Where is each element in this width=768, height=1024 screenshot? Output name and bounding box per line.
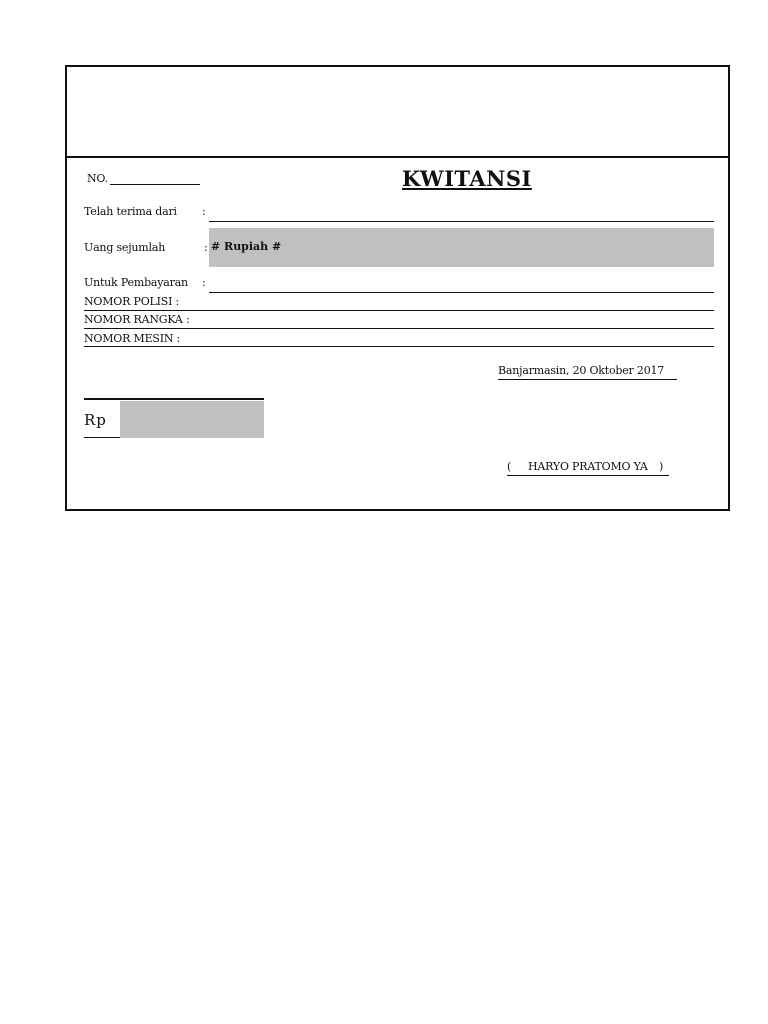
amount-figure-field[interactable] bbox=[120, 401, 264, 438]
engine-number-line[interactable] bbox=[84, 346, 714, 347]
receipt-number-line[interactable] bbox=[110, 184, 200, 185]
payment-for-colon: : bbox=[202, 276, 206, 289]
frame-number-label: NOMOR RANGKA : bbox=[84, 313, 190, 326]
frame-number-line[interactable] bbox=[84, 328, 714, 329]
currency-label: Rp bbox=[84, 411, 107, 429]
payment-for-line[interactable] bbox=[209, 292, 714, 293]
payment-for-label: Untuk Pembayaran bbox=[84, 276, 188, 289]
signatory-close-paren: ) bbox=[659, 460, 664, 473]
amount-in-words-text: # Rupiah # bbox=[211, 240, 282, 253]
amount-colon: : bbox=[204, 241, 208, 254]
amount-figure-box bbox=[84, 398, 264, 438]
signature-line bbox=[507, 460, 669, 476]
receipt-number-label: NO. bbox=[87, 172, 108, 185]
police-number-line[interactable] bbox=[84, 310, 714, 311]
engine-number-label: NOMOR MESIN : bbox=[84, 332, 181, 345]
received-from-line[interactable] bbox=[209, 221, 714, 222]
amount-in-words-field[interactable] bbox=[209, 228, 714, 267]
amount-label: Uang sejumlah bbox=[84, 241, 166, 254]
received-from-label: Telah terima dari bbox=[84, 205, 177, 218]
place-date-line bbox=[498, 379, 677, 380]
received-from-colon: : bbox=[202, 205, 206, 218]
signatory-open-paren: ( bbox=[507, 460, 512, 473]
receipt-title: KWITANSI bbox=[402, 166, 532, 191]
receipt-header-area bbox=[67, 67, 728, 158]
receipt-form bbox=[65, 65, 730, 511]
place-date: Banjarmasin, 20 Oktober 2017 bbox=[498, 364, 665, 377]
signatory-name: HARYO PRATOMO YA bbox=[528, 460, 648, 473]
police-number-label: NOMOR POLISI : bbox=[84, 295, 180, 308]
